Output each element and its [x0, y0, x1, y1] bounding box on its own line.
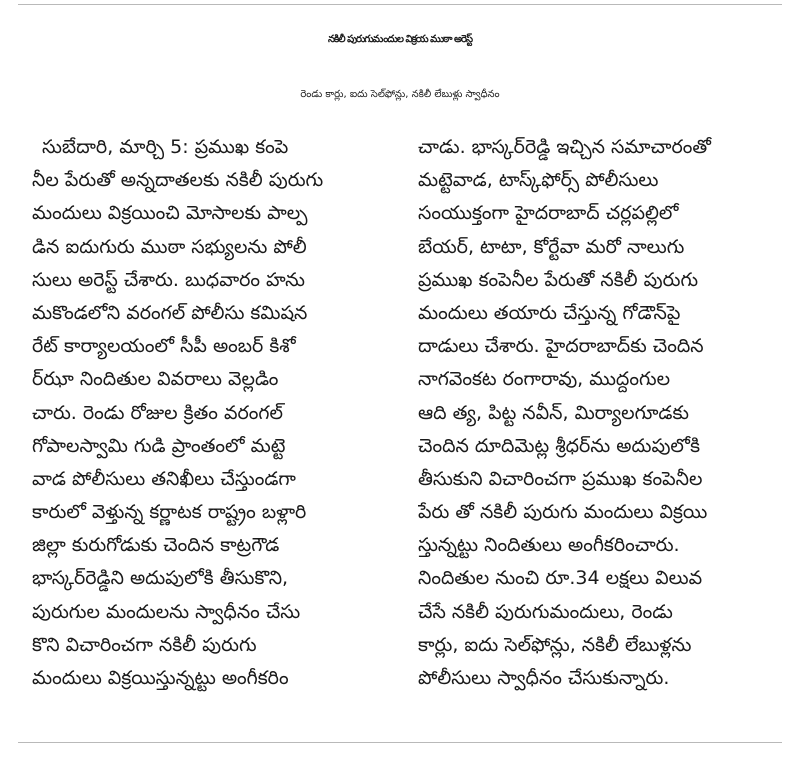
article-text-line: పోలీసులు స్వాధీనం చేసుకున్నారు. — [418, 667, 670, 689]
article-text-line: చాడు. భాస్కర్‌రెడ్డి ఇచ్చిన సమాచారంతో — [418, 136, 711, 158]
article-text-line: పురుగుల మందులను స్వాధీనం చేసు — [32, 600, 301, 623]
article-text-line: బేయర్, టాటా, కోర్టేవా మరో నాలుగు — [418, 235, 685, 258]
article-text-line: మందులు విక్రయిస్తున్నట్టు అంగీకరిం — [32, 667, 289, 689]
article-text-line: నాగవెంకట రంగారావు, ముద్దంగుల — [418, 368, 671, 391]
article-text-line: మందులు తయారు చేస్తున్న గోడౌన్‌పై — [418, 301, 681, 324]
article-text-line: సంయుక్తంగా హైదరాబాద్ చర్లపల్లిలో — [418, 202, 679, 225]
article-right-column — [418, 131, 772, 695]
article-text-line: చారు. రెండు రోజుల క్రితం వరంగల్ — [32, 401, 283, 424]
article-text-line: వాడ పోలీసులు తనిఖీలు చేస్తుండగా — [32, 467, 296, 490]
article-text-line: మందులు విక్రయించి మోసాలకు పాల్ప — [32, 202, 308, 225]
article-text-line: సుబేదారి, మార్చి 5: ప్రముఖ కంపె — [42, 136, 289, 158]
article-text-line: ఆది త్య, పిట్ట నవీన్, మిర్యాలగూడకు — [418, 401, 689, 424]
article-text-line: సులు అరెస్ట్ చేశారు. బుధవారం హను — [32, 268, 305, 291]
article-text-line: స్తున్నట్టు నిందితులు అంగీకరించారు. — [418, 534, 680, 557]
article-text-line: రేట్ కార్యాలయంలో సీపీ అంబర్ కిశో — [32, 335, 296, 358]
article-text-line: మకొండలోని వరంగల్ పోలీసు కమిషన — [32, 301, 308, 324]
article-text-line: నీల పేరుతో అన్నదాతలకు నకిలీ పురుగు — [32, 169, 324, 192]
article-text-line: జిల్లా కురుగోడుకు చెందిన కాట్రగౌడ — [32, 534, 280, 557]
article-text-line: కార్లు, ఐదు సెల్‌ఫోన్లు, నకిలీ లేబుళ్లను — [418, 633, 692, 656]
article-subheadline: రెండు కార్లు, ఐదు సెల్‌ఫోన్లు, నకిలీ లేబుళ్లు స్వాధీనం — [300, 89, 500, 100]
article-text-line: ర్‌ఝా నిందితుల వివరాలు వెల్లడిం — [32, 368, 279, 391]
article-headline: నకిలీ పురుగుమందుల విక్రయ ముఠా అరెస్ట్ — [328, 34, 472, 45]
article-text-line: నిందితుల నుంచి రూ.34 లక్షలు విలువ — [418, 567, 703, 590]
article-text-line: మట్టెవాడ, టాస్క్‌ఫోర్స్ పోలీసులు — [418, 169, 659, 192]
article-text-line: డిన ఐదుగురు ముఠా సభ్యులను పోలీ — [32, 235, 307, 258]
bottom-divider — [18, 742, 782, 743]
article-text-line: ప్రముఖ కంపెనీల పేరుతో నకిలీ పురుగు — [418, 268, 699, 291]
article-text-line: దాడులు చేశారు. హైదరాబాద్‌కు చెందిన — [418, 335, 704, 358]
top-divider — [18, 4, 782, 5]
article-left-column — [32, 131, 384, 695]
article-text-line: చెందిన దూదిమెట్ల శ్రీధర్‌ను అదుపులోకి — [418, 434, 700, 457]
article-text-line: కొని విచారించగా నకిలీ పురుగు — [32, 633, 257, 656]
article-text-line: చేసే నకిలీ పురుగుమందులు, రెండు — [418, 600, 673, 623]
article-text-line: కారులో వెళ్తున్న కర్ణాటక రాష్ట్రం బళ్లారి — [32, 501, 307, 524]
article-text-line: పేరు తో నకిలీ పురుగు మందులు విక్రయి — [418, 501, 708, 524]
article-text-line: గోపాలస్వామి గుడి ప్రాంతంలో మట్టె — [32, 434, 286, 457]
article-text-line: భాస్కర్‌రెడ్డిని అదుపులోకి తీసుకొని, — [32, 567, 289, 590]
article-text-line: తీసుకుని విచారించగా ప్రముఖ కంపెనీల — [418, 467, 703, 490]
